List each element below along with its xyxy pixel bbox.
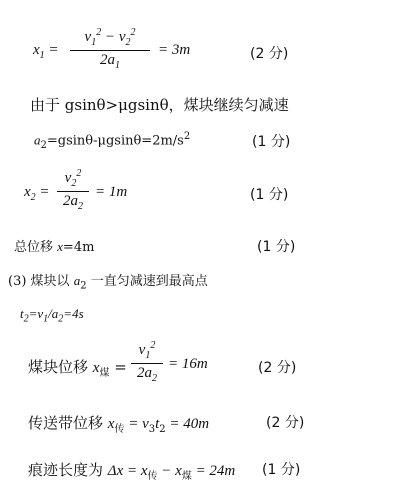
eq1-score: (2 分) bbox=[250, 46, 289, 62]
total-score: (1 分) bbox=[257, 239, 296, 255]
eq2-result: = 1m bbox=[95, 184, 128, 200]
t2-expression: $t_2=v_1/a_2=4s$ bbox=[20, 306, 84, 325]
eq1-result: = 3m bbox=[158, 42, 191, 58]
a2-expression: $a_2=gsin\theta-\mu gsin\theta=2m/s^2$ bbox=[34, 131, 191, 151]
coal-score: (2 分) bbox=[258, 360, 297, 376]
a2-score: (1 分) bbox=[252, 134, 291, 150]
trace-length: 痕迹长度为 $\Delta x = x_传 - x_煤 = 24m$ bbox=[28, 461, 236, 482]
coal-fraction: $v_1^2$ $2a_2$ bbox=[131, 341, 163, 384]
eq1-fraction: $v_1^2 - v_2^2$ $2a_1$ bbox=[70, 28, 150, 71]
coal-result: = 16m bbox=[168, 356, 208, 372]
eq2-fraction: $v_2^2$ $2a_2$ bbox=[57, 169, 89, 212]
part3-heading: (3) 煤块以 $a_2$ 一直匀减速到最高点 bbox=[8, 273, 208, 292]
eq2-lhs: $x_2$ = bbox=[24, 184, 50, 203]
total-displacement: 总位移 x=4m bbox=[14, 239, 95, 255]
eq2-score: (1 分) bbox=[250, 187, 289, 203]
eq1-lhs: $x_1$ = bbox=[33, 42, 59, 61]
belt-displacement: 传送带位移 $x_传 = v_3t_2 = 40m$ bbox=[28, 414, 210, 435]
coal-displacement-lhs: 煤块位移 $x_煤$ = bbox=[28, 358, 127, 379]
trace-score: (1 分) bbox=[262, 462, 301, 478]
belt-score: (2 分) bbox=[266, 415, 305, 431]
reason-text: 由于 gsinθ>μgsinθ，煤块继续匀减速 bbox=[30, 96, 289, 114]
